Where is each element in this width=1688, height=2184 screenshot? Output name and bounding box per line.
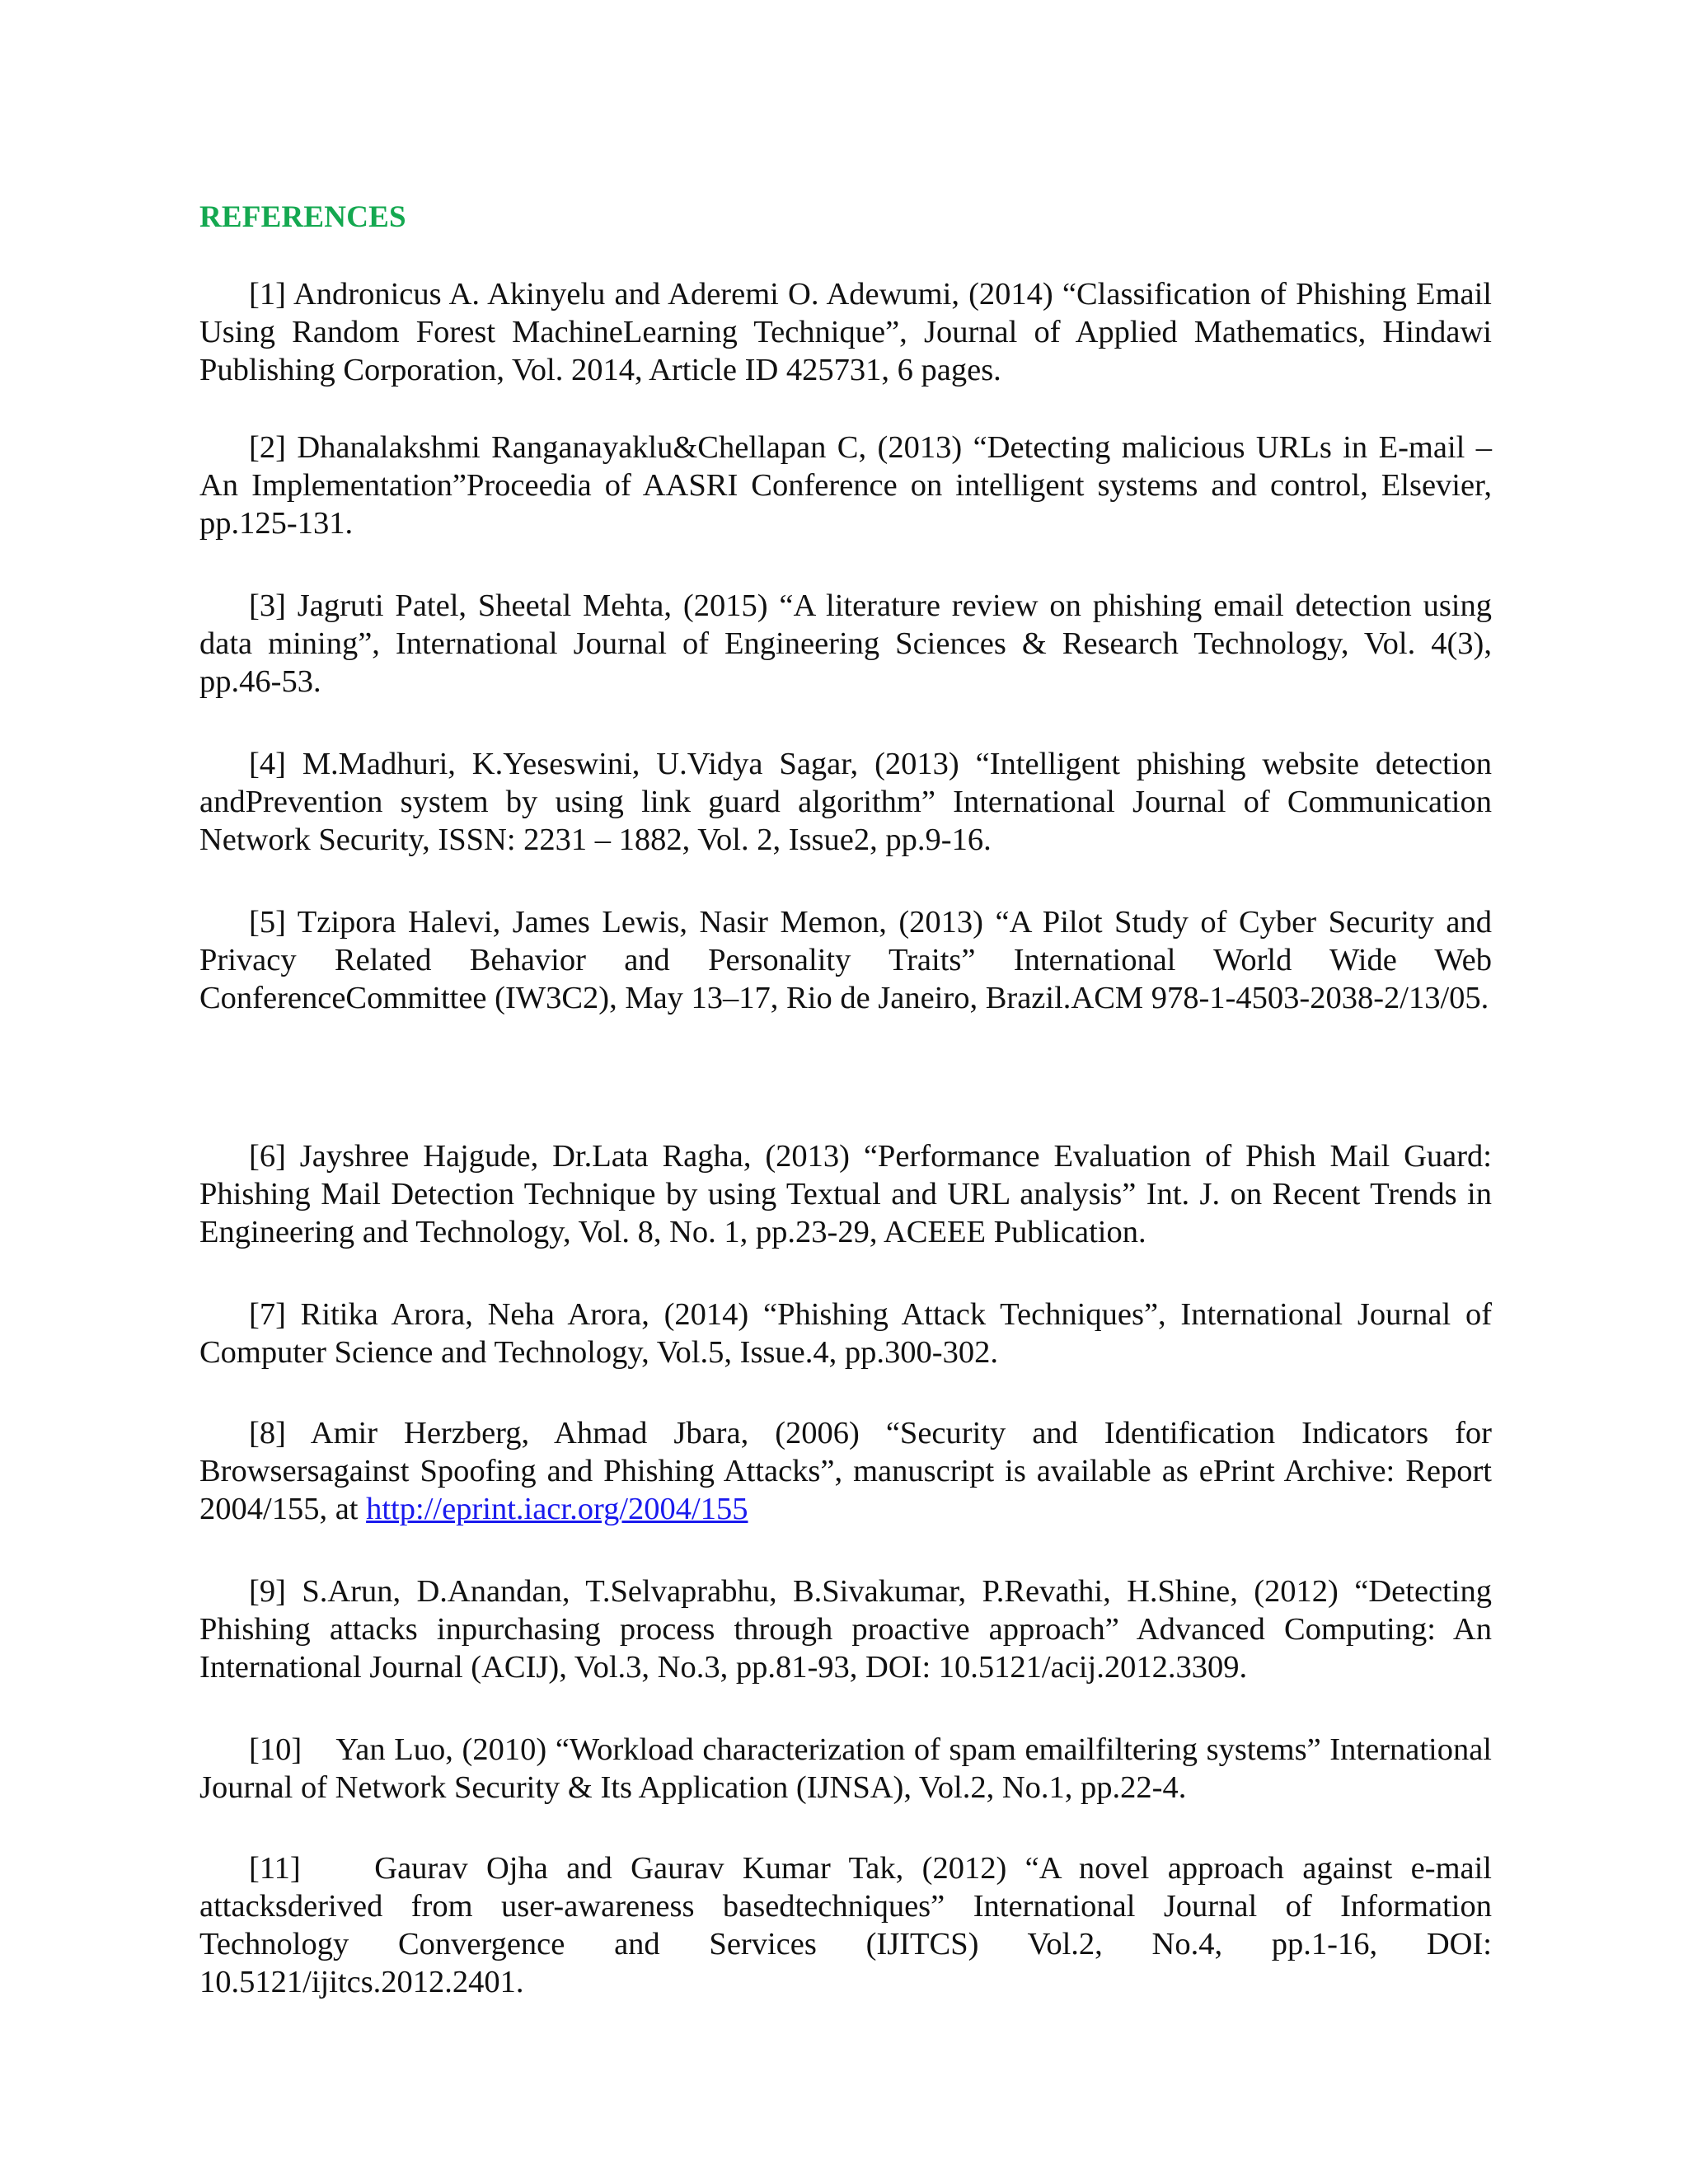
reference-number: [9] (249, 1574, 286, 1609)
reference-number: [7] (249, 1297, 286, 1332)
reference-item-7 (199, 1296, 1492, 1371)
reference-number: [4] (249, 747, 286, 781)
reference-text: [1] Andronicus A. Akinyelu and Aderemi O. Adewumi, (2014) “Classification of Phishing Email Using Random Forest MachineLearning Technique”, Journal of Applied Mathematics, Hindawi Publishing Corporation, Vol. 2014, Article ID 425731, 6 pages. (199, 277, 1492, 387)
reference-text: [5] Tzipora Halevi, James Lewis, Nasir Memon, (2013) “A Pilot Study of Cyber Security and Privacy Related Behavior and Personality Traits” International World Wide Web ConferenceCommittee (IW3C2), May 13–17, Rio de Janeiro, Brazil.ACM 978-1-4503-2038-2/13/05. (199, 905, 1492, 1015)
reference-item-11 (199, 1849, 1492, 2001)
reference-item-2 (199, 429, 1492, 542)
reference-item-6 (199, 1137, 1492, 1251)
reference-item-1 (199, 275, 1492, 389)
reference-text: [8] Amir Herzberg, Ahmad Jbara, (2006) “Security and Identification Indicators for Browsersagainst Spoofing and Phishing Attacks”, manuscript is available as ePrint Archive: Report 2004/155, at http://eprint.iacr.org/2004/155 (199, 1416, 1492, 1526)
reference-number: [5] (249, 905, 286, 940)
reference-item-10 (199, 1731, 1492, 1807)
reference-text: [7] Ritika Arora, Neha Arora, (2014) “Phishing Attack Techniques”, International Journal of Computer Science and Technology, Vol.5, Issue.4, pp.300-302. (199, 1297, 1493, 1370)
reference-number: [6] (249, 1139, 286, 1174)
reference-number: [2] (249, 430, 286, 465)
eprint-archive-link[interactable]: http://eprint.iacr.org/2004/155 (366, 1492, 748, 1526)
reference-number: [3] (249, 588, 286, 623)
reference-item-3 (199, 587, 1492, 701)
reference-text: [2] Dhanalakshmi Ranganayaklu&Chellapan C, (2013) “Detecting malicious URLs in E-mail – An Implementation”Proceedia of AASRI Conference on intelligent systems and control, Elsevier, pp.125-131. (199, 430, 1493, 541)
reference-number: [11] (249, 1851, 301, 1886)
reference-text: [6] Jayshree Hajgude, Dr.Lata Ragha, (2013) “Performance Evaluation of Phish Mail Guard: Phishing Mail Detection Technique by using Textual and URL analysis” Int. J. on Recent Trends in Engineering and Technology, Vol. 8, No. 1, pp.23-29, ACEEE Publication. (199, 1139, 1493, 1249)
reference-item-5 (199, 903, 1492, 1017)
reference-item-9 (199, 1572, 1492, 1686)
reference-text: [11] Gaurav Ojha and Gaurav Kumar Tak, (2012) “A novel approach against e-mail attacksderived from user-awareness basedtechniques” International Journal of Information Technology Convergence and Services (IJITCS) Vol.2, No.4, pp.1-16, DOI: 10.5121/ijitcs.2012.2401. (199, 1851, 1493, 1999)
reference-text: [10] Yan Luo, (2010) “Workload characterization of spam emailfiltering systems” International Journal of Network Security & Its Application (IJNSA), Vol.2, No.1, pp.22-4. (199, 1732, 1492, 1805)
reference-number: [10] (249, 1732, 302, 1767)
reference-number: [8] (249, 1416, 286, 1451)
reference-text: [4] M.Madhuri, K.Yeseswini, U.Vidya Sagar, (2013) “Intelligent phishing website detection andPrevention system by using link guard algorithm” International Journal of Communication Network Security, ISSN: 2231 – 1882, Vol. 2, Issue2, pp.9-16. (199, 747, 1493, 857)
reference-number: [1] (249, 277, 286, 312)
reference-text: [9] S.Arun, D.Anandan, T.Selvaprabhu, B.Sivakumar, P.Revathi, H.Shine, (2012) “Detecting Phishing attacks inpurchasing process through proactive approach” Advanced Computing: An International Journal (ACIJ), Vol.3, No.3, pp.81-93, DOI: 10.5121/acij.2012.3309. (199, 1574, 1493, 1685)
reference-text: [3] Jagruti Patel, Sheetal Mehta, (2015) “A literature review on phishing email detection using data mining”, International Journal of Engineering Sciences & Research Technology, Vol. 4(3), pp.46-53. (199, 588, 1492, 699)
reference-item-8 (199, 1414, 1492, 1528)
references-heading: REFERENCES (199, 200, 406, 234)
reference-item-4 (199, 745, 1492, 859)
